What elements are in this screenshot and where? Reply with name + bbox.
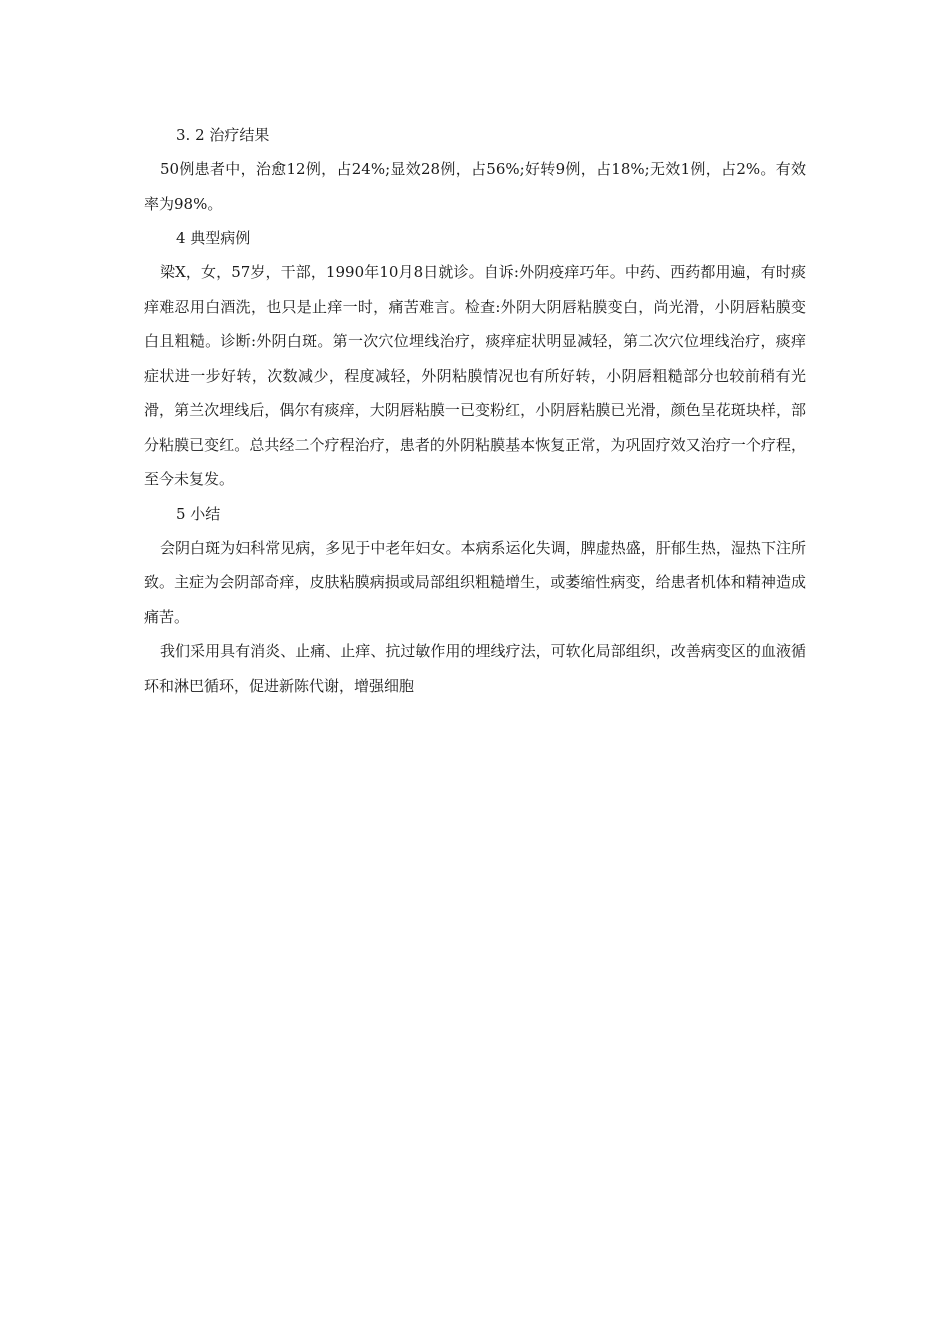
section-heading-typical-case: 4 典型病例 (176, 229, 251, 247)
paragraph-summary-2: 我们采用具有消炎、止痛、止痒、抗过敏作用的埋线疗法，可软化局部组织，改善病变区的血液循环和淋巴循环，促进新陈代谢，增强细胞 (144, 642, 806, 695)
section-heading-summary: 5 小结 (176, 504, 221, 523)
document-body (144, 118, 806, 703)
paragraph-treatment-results: 50例患者中，治愈12例，占24%;显效28例，占56%;好转9例，占18%;无效1例，占2%。有效率为98%。 (144, 160, 806, 213)
paragraph-summary-1: 会阴白斑为妇科常见病，多见于中老年妇女。本病系运化失调，脾虚热盛，肝郁生热，湿热下注所致。主症为会阴部奇痒，皮肤粘膜病损或局部组织粗糙增生，或萎缩性病变，给患者机体和精神造成痛苦。 (144, 538, 806, 626)
paragraph-typical-case: 梁X，女，57岁，干部，1990年10月8日就诊。自诉:外阴疫痒巧年。中药、西药都用遍，有时痰痒难忍用白酒洗，也只是止痒一时，痛苦难言。检查:外阴大阴唇粘膜变白，尚光滑，小阴唇粘膜变白且粗糙。诊断:外阴白斑。第一次穴位埋线治疗，痰痒症状明显减轻，第二次穴位埋线治疗，痰痒症状进一步好转，次数减少，程度减轻，外阴粘膜情况也有所好转，小阴唇粗糙部分也较前稍有光滑，第兰次埋线后，偶尔有痰痒，大阴唇粘膜一已变粉红，小阴唇粘膜已光滑，颜色呈花斑块样，部分粘膜已变红。总共经二个疗程治疗，患者的外阴粘膜基本恢复正常，为巩固疗效又治疗一个疗程，至今未复发。 (144, 263, 806, 488)
section-heading-treatment-results: 3. 2 治疗结果 (176, 126, 270, 144)
